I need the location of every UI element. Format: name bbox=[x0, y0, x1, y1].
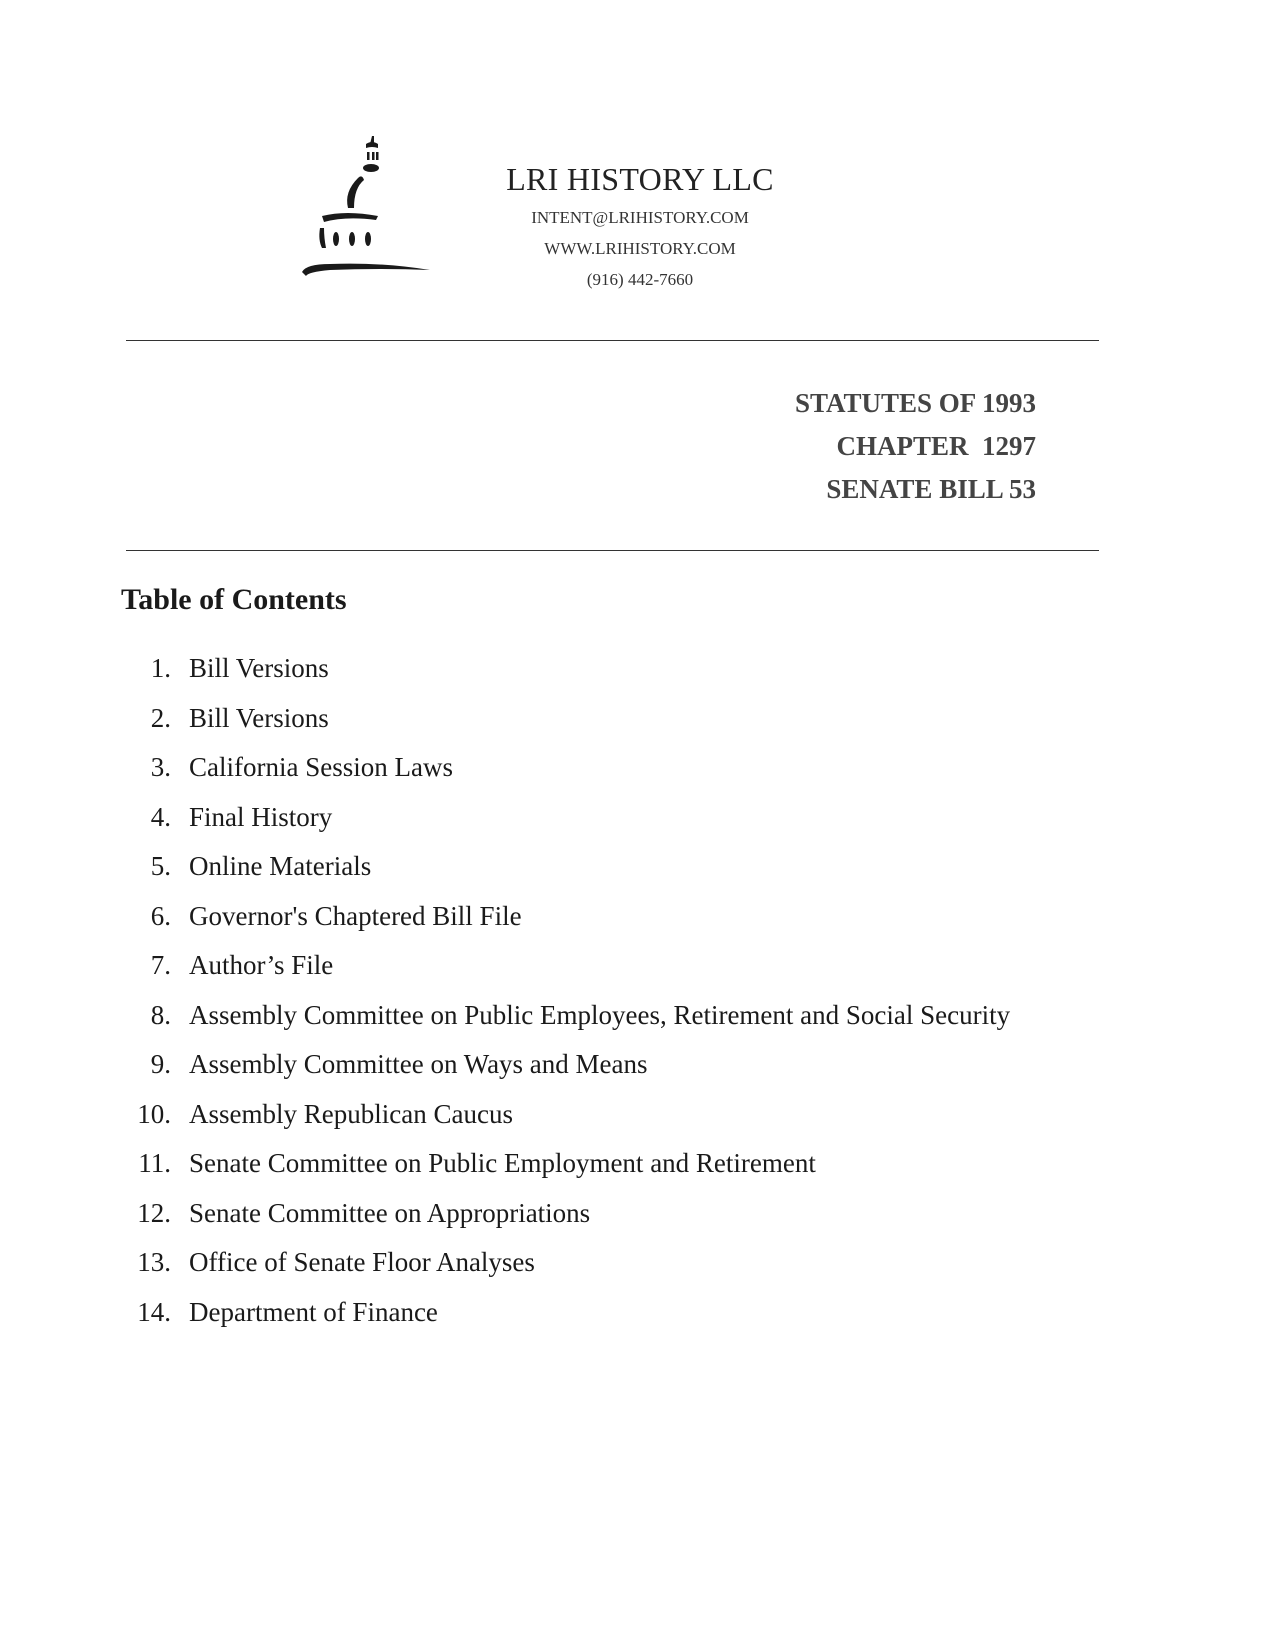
toc-title: Table of Contents bbox=[121, 583, 347, 616]
toc-list bbox=[121, 648, 1010, 1341]
toc-item bbox=[121, 846, 1010, 896]
toc-item bbox=[121, 698, 1010, 748]
toc-item-number: 4. bbox=[150, 801, 171, 832]
company-info bbox=[440, 160, 840, 295]
toc-item-text: California Session Laws bbox=[189, 752, 453, 782]
toc-item-number: 13. bbox=[137, 1247, 171, 1277]
statute-year: STATUTES OF 1993 bbox=[794, 388, 1036, 418]
toc-item-number: 9. bbox=[150, 1049, 171, 1079]
toc-item-text: Bill Versions bbox=[189, 653, 329, 683]
toc-item bbox=[121, 1143, 1010, 1193]
toc-item bbox=[121, 1094, 1010, 1144]
statute-block bbox=[795, 382, 1036, 511]
toc-item-number: 11. bbox=[138, 1148, 171, 1178]
toc-item-number: 3. bbox=[150, 752, 171, 782]
toc-item bbox=[121, 1193, 1010, 1243]
toc-item bbox=[121, 1044, 1010, 1094]
toc-item-number: 12. bbox=[137, 1197, 171, 1228]
toc-item bbox=[121, 1292, 1010, 1342]
toc-item-number: 1. bbox=[150, 653, 171, 683]
toc-item-number: 2. bbox=[150, 702, 171, 733]
capitol-dome-icon bbox=[300, 136, 440, 286]
toc-item-text: Office of Senate Floor Analyses bbox=[189, 1247, 535, 1277]
toc-item bbox=[121, 747, 1010, 797]
company-email: INTENT@LRIHISTORY.COM bbox=[531, 208, 749, 227]
bottom-divider bbox=[126, 550, 1099, 551]
toc-item-text: Online Materials bbox=[189, 851, 372, 881]
top-divider bbox=[126, 340, 1099, 341]
toc-item-text: Senate Committee on Public Employment and Retirement bbox=[189, 1148, 816, 1178]
toc-item bbox=[121, 797, 1010, 847]
toc-item-text: Author’s File bbox=[189, 950, 334, 980]
toc-item-number: 10. bbox=[137, 1098, 171, 1129]
toc-item-text: Department of Finance bbox=[189, 1296, 438, 1327]
toc-item-text: Assembly Committee on Public Employees, Retirement and Social Security bbox=[189, 999, 1011, 1030]
statute-bill: SENATE BILL 53 bbox=[826, 474, 1036, 504]
toc-item-number: 8. bbox=[150, 999, 171, 1030]
toc-item-text: Governor's Chaptered Bill File bbox=[189, 900, 522, 931]
toc-item-number: 7. bbox=[150, 950, 171, 980]
toc-item-number: 5. bbox=[150, 851, 171, 881]
company-phone: (916) 442-7660 bbox=[586, 270, 694, 289]
toc-item-text: Bill Versions bbox=[189, 702, 329, 733]
toc-item-text: Assembly Republican Caucus bbox=[189, 1098, 513, 1129]
company-name: LRI HISTORY LLC bbox=[506, 161, 774, 197]
toc-item-text: Final History bbox=[189, 801, 333, 832]
toc-item-text: Assembly Committee on Ways and Means bbox=[189, 1049, 648, 1079]
toc-item bbox=[121, 945, 1010, 995]
company-website: WWW.LRIHISTORY.COM bbox=[544, 239, 736, 258]
toc-item bbox=[121, 648, 1010, 698]
toc-item-text: Senate Committee on Appropriations bbox=[189, 1197, 591, 1228]
statute-chapter: CHAPTER 1297 bbox=[836, 431, 1036, 461]
toc-item bbox=[121, 896, 1010, 946]
toc-item bbox=[121, 1242, 1010, 1292]
toc-item bbox=[121, 995, 1010, 1045]
toc-item-number: 6. bbox=[150, 900, 171, 931]
toc-item-number: 14. bbox=[137, 1296, 171, 1327]
